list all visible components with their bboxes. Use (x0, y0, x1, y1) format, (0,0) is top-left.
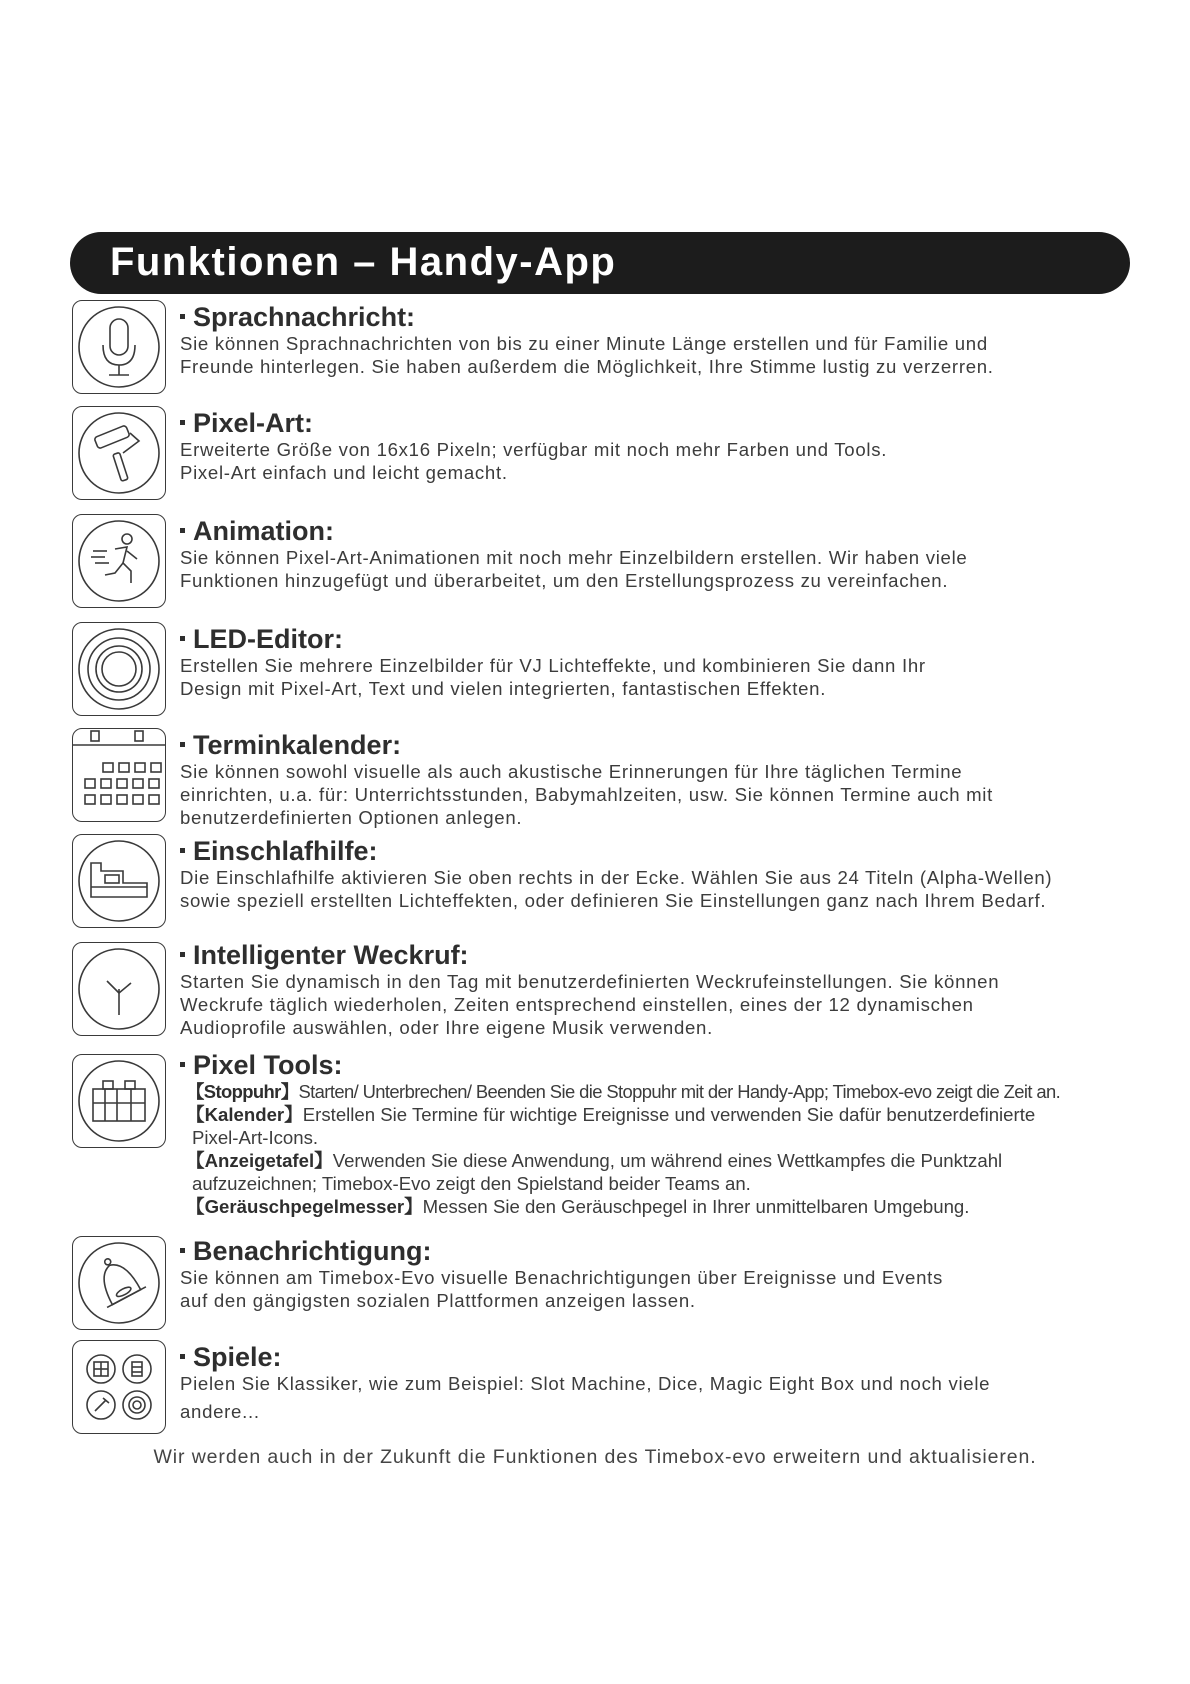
feature-text: Sie können am Timebox-Evo visuelle Benachrichtigungen über Ereignisse und Events (180, 1267, 943, 1288)
feature-sleep-aid (180, 836, 1140, 912)
tool-calendar-continued: Pixel-Art-Icons. (192, 1127, 319, 1148)
tool-scoreboard: 【Anzeigetafel】Verwenden Sie diese Anwendung, um während eines Wettkampfes die Punktzahl (186, 1150, 1003, 1171)
feature-text: Sie können Pixel-Art-Animationen mit noch mehr Einzelbildern erstellen. Wir haben viele (180, 547, 968, 568)
feature-led-editor (180, 624, 1140, 700)
toolbox-icon (72, 1054, 166, 1148)
feature-pixel-tools (180, 1050, 1140, 1218)
feature-title: Sprachnachricht: (180, 302, 1140, 332)
feature-text: einrichten, u.a. für: Unterrichtsstunden, Babymahlzeiten, usw. Sie können Termine auch mit (180, 784, 993, 805)
feature-pixel-art (180, 408, 1140, 484)
paint-roller-icon (72, 406, 166, 500)
feature-text: Funktionen hinzugefügt und überarbeitet, um den Erstellungsprozess zu vereinfachen. (180, 570, 949, 591)
microphone-icon (72, 300, 166, 394)
feature-title: Animation: (180, 516, 1140, 546)
feature-text: benutzerdefinierten Optionen anlegen. (180, 807, 523, 828)
games-icon (72, 1340, 166, 1434)
feature-text: Starten Sie dynamisch in den Tag mit benutzerdefinierten Weckrufeinstellungen. Sie können (180, 971, 1000, 992)
feature-text: Pixel-Art einfach und leicht gemacht. (180, 462, 508, 483)
feature-title: Intelligenter Weckruf: (180, 940, 1140, 970)
feature-text: Audioprofile auswählen, oder Ihre eigene Musik verwenden. (180, 1017, 713, 1038)
feature-calendar (180, 730, 1140, 829)
feature-text: Erstellen Sie mehrere Einzelbilder für VJ Lichteffekte, und kombinieren Sie dann Ihr (180, 655, 926, 676)
calendar-icon (72, 728, 166, 822)
feature-text: Sie können Sprachnachrichten von bis zu einer Minute Länge erstellen und für Familie und (180, 333, 988, 354)
bell-icon (72, 1236, 166, 1330)
feature-title: Einschlafhilfe: (180, 836, 1140, 866)
clock-icon (72, 942, 166, 1036)
section-header (70, 232, 1130, 294)
tool-stopwatch: 【Stoppuhr】Starten/ Unterbrechen/ Beenden Sie die Stoppuhr mit der Handy-App; Timebox-evo zeigt die Zeit an. (186, 1081, 1061, 1102)
bed-icon (72, 834, 166, 928)
feature-title: Benachrichtigung: (180, 1236, 1140, 1266)
feature-title: Terminkalender: (180, 730, 1140, 760)
page-title: Funktionen – Handy-App (110, 240, 617, 284)
feature-text: Weckrufe täglich wiederholen, Zeiten entsprechend einstellen, eines der 12 dynamischen (180, 994, 974, 1015)
tool-noise-meter: 【Geräuschpegelmesser】Messen Sie den Geräuschpegel in Ihrer unmittelbaren Umgebung. (186, 1196, 970, 1217)
tool-calendar: 【Kalender】Erstellen Sie Termine für wichtige Ereignisse und verwenden Sie dafür benutzerdefinierte (186, 1104, 1036, 1125)
feature-title: Spiele: (180, 1342, 1140, 1372)
feature-notification (180, 1236, 1140, 1312)
tool-scoreboard-continued: aufzuzeichnen; Timebox-Evo zeigt den Spielstand beider Teams an. (192, 1173, 751, 1194)
feature-games (180, 1342, 1140, 1423)
running-figure-icon (72, 514, 166, 608)
feature-text: Design mit Pixel-Art, Text und vielen integrierten, fantastischen Effekten. (180, 678, 827, 699)
feature-text: sowie speziell erstellten Lichteffekten, oder definieren Sie Einstellungen ganz nach Ihrem Bedarf. (180, 890, 1047, 911)
concentric-circles-icon (72, 622, 166, 716)
feature-text: auf den gängigsten sozialen Plattformen anzeigen lassen. (180, 1290, 696, 1311)
feature-text: andere... (180, 1401, 260, 1422)
footer-note: Wir werden auch in der Zukunft die Funktionen des Timebox-evo erweitern und aktualisieren. (153, 1446, 1037, 1468)
feature-text: Erweiterte Größe von 16x16 Pixeln; verfügbar mit noch mehr Farben und Tools. (180, 439, 888, 460)
feature-voice-message (180, 302, 1140, 378)
feature-title: Pixel Tools: (180, 1050, 1140, 1080)
feature-animation (180, 516, 1140, 592)
feature-smart-alarm (180, 940, 1140, 1039)
feature-title: Pixel-Art: (180, 408, 1140, 438)
feature-text: Sie können sowohl visuelle als auch akustische Erinnerungen für Ihre täglichen Termine (180, 761, 963, 782)
feature-title: LED-Editor: (180, 624, 1140, 654)
feature-text: Pielen Sie Klassiker, wie zum Beispiel: Slot Machine, Dice, Magic Eight Box und noch viele (180, 1373, 991, 1394)
feature-text: Freunde hinterlegen. Sie haben außerdem die Möglichkeit, Ihre Stimme lustig zu verzerren. (180, 356, 994, 377)
feature-text: Die Einschlafhilfe aktivieren Sie oben rechts in der Ecke. Wählen Sie aus 24 Titeln (Alpha-Wellen) (180, 867, 1053, 888)
